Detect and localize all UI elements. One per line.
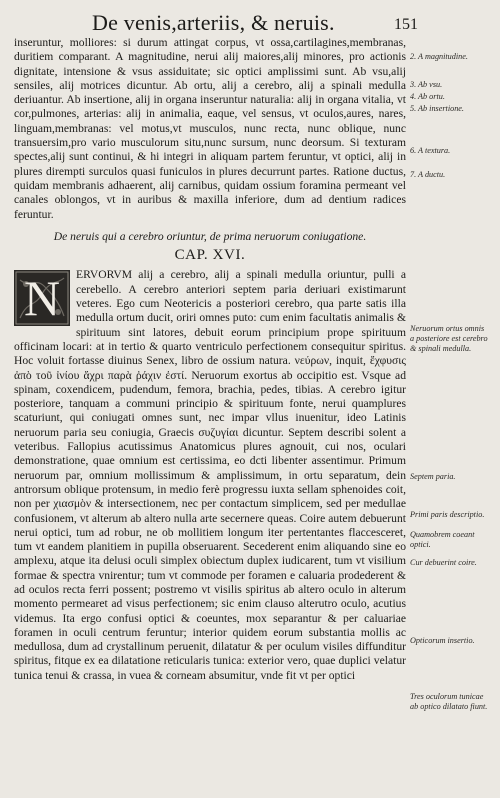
dropcap-initial — [14, 270, 70, 326]
margin-note: 2. A magnitudine. — [410, 52, 468, 61]
margin-note: Quamobrem coeant optici. — [410, 530, 475, 549]
margin-note: 3. Ab vsu. — [410, 80, 443, 89]
margin-note: Cur debuerint coire. — [410, 558, 477, 567]
dropcap-letter: N — [23, 270, 61, 327]
margin-note: 4. Ab ortu. — [410, 92, 445, 101]
margin-note: Septem paria. — [410, 472, 456, 481]
margin-note: 7. A ductu. — [410, 170, 446, 179]
page-header — [0, 6, 500, 36]
margin-note: Opticorum insertio. — [410, 636, 475, 645]
margin-note: 6. A textura. — [410, 146, 451, 155]
chapter-heading: CAP. XVI. — [174, 247, 246, 264]
section-subheading: De neruis qui a cerebro oriuntur, de prima neruorum coniugatione. — [53, 229, 367, 243]
margin-note: Neruorum ortus omnis a posteriore est cerebro & spinali medulla. — [410, 324, 488, 353]
paragraph-nerves — [14, 268, 406, 683]
running-title: De venis,arteriis, & neruis. — [92, 10, 335, 35]
margin-note: Tres oculorum tunicae ab optico dilatato fiunt. — [410, 692, 488, 711]
paragraph-nerves-text: ERVORVM alij a cerebro, alij a spinali medulla oriuntur, pulli a cerebello. A cerebro anteriori septem paria deriuari existimarunt veteres. Ego cum Neotericis a posteriori cerebro, qua parte satis illa medulla ortum ducit, oriri omnes puto: cum enim facultatis animalis & spirituum sint latores, debuit eorum principium prope spirituum officinam locari: at in tertio & quarto ventriculo perfectionem consequitur spiritus. Hoc voluit fortasse diuinus Senex, libro de ossium natura. νεύρων, inquit, ἔχφυσις ἀπὸ τοῦ ἰνίου ἄχρι παρὰ ῥάχιν ἐστί. Neruorum exortus ab occipitio est. Vsque ad spinam, coxendicem, pudendum, femora, brachia, pedes, tibias. A cerebro igitur posteriore, tanquam a communi principio & spirituum fonte, nerui quamplures scaturiunt, qui coniugati omnes sunt, nec impar vllus inuenitur, ideo Latinis neruorum paria seu coniugia, Graecis συζυγίαι dicuntur. Septem describi solent a veteribus. Fallopius acutissimus Anatomicus plures agnouit, cui nos, oculari demonstratione, quae omnium est certissima, eo dcti libenter assentimur. Primum neruorum par, omnium mollissimum & amplissimum, in ortu separatum, dein antrorsum oblique protensum, in medio ferè progressu iuxta sellam sphenoides coit, non per χιασμὸν & intersectionem, nec per contactum simplicem, sed per medullae confusionem, vt alterum ab altero nulla arte secernere queas. Coire autem debuerunt nerui optici, tum ad robur, ne ob mollitiem longum iter pertentantes flaccesceret, tum vt eandem planitiem in pupilla obseruarent. Secederent enim aliquando sine eo amplexu, atque ita delusi oculi simplex obiectum duplex iudicarent, tum vt visilium formae & spectra vnirentur; tum vt commode per foramen e caluaria prodederent & ad oculos recta ferri possent; postremo vt visilis spiritus ab altero oculo in alterum momento permearet ad visus perfectionem; sic enim clauso alterutro oculo, acutius videmus. Ita ergo confusi optici & coeuntes, mox separantur & per caluariae foramen in oculi centrum feruntur; interior quidem eorum substantia mollis ac medullosa, dum ad crystallinum peruenit, dilatatur & per oculum visiles diffunditur spiritus, fitque ex ea dilatatione reticularis tunica: exterior vero, quae duplici velatur tunica tenui & crassa, in vuea & corneam absumitur, vnde fit vt per optici — [14, 268, 406, 682]
margin-note: Primi paris descriptio. — [410, 510, 485, 519]
main-text — [14, 36, 406, 683]
margin-note: 5. Ab insertione. — [410, 104, 464, 113]
paragraph-classification: inseruntur, molliores: si durum attingat corpus, vt ossa,cartilagines,membranas, duritiem comparant. A magnitudine, nerui alij maiores,alij minores, pro actionis dignitate, intensione & vsus assiduitate; sic optici amplissimi sunt. Ab vsu,alij sensiles, alij motrices dicuntur. Ab ortu, alij a cerebro, alij a spinali medulla deriuantur. Ab insertione, alij in organa inseruntur naturalia: alij in organa vitalia, vt cor,pulmones, arterias: alij in animalia, eaque, vel sensus, vt oculos,aures, nares, linguam,membranas: vel motus,vt musculos, nunc recta, nunc oblique, nunc transuersim,pro vario musculorum situ,nunc sursum, nunc deorsum. Si texturam spectes,alij sunt continui, & hi integri in aliquam partem feruntur, vt optici, alij in plures dirempti surculos quasi funiculos in plures decurrunt partes. Ratione ductus, quidam membranis adhaerent, alij carnibus, quidam ossium foramina permeant vel canales oblongos, vt in auribus & maxilla inferiore, dum ad dentium radices feruntur. — [14, 36, 406, 221]
page-number: 151 — [394, 16, 418, 33]
